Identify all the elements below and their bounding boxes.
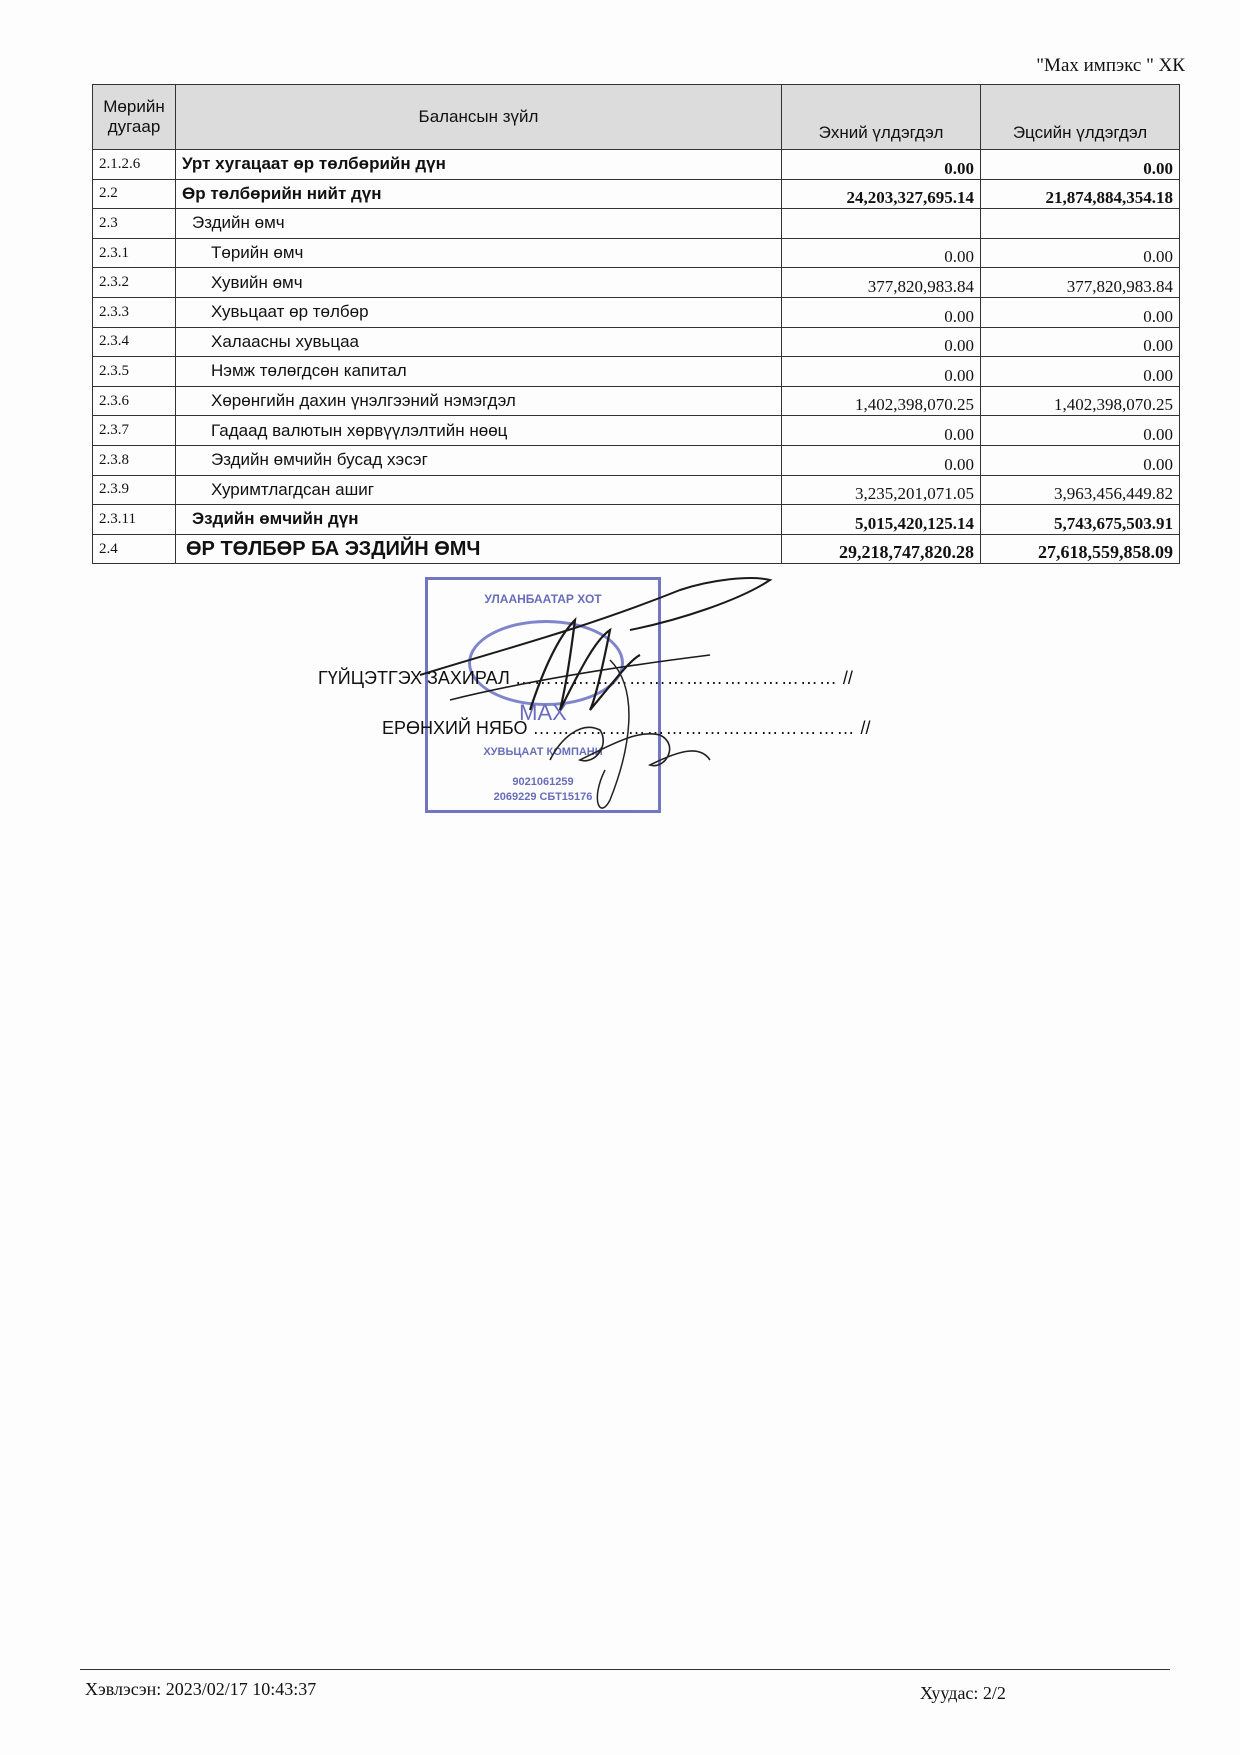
signature-dots: …………………………………………… [514,668,838,688]
balance-table [92,84,1180,564]
row-name: Хөрөнгийн дахин үнэлгээний нэмэгдэл [176,386,782,416]
row-name: Гадаад валютын хөрвүүлэлтийн нөөц [176,416,782,446]
header-closing-balance: Эцсийн үлдэгдэл [981,85,1180,150]
footer-divider [80,1669,1170,1670]
row-closing: 27,618,559,858.09 [981,534,1180,564]
header-balance-item: Балансын зүйл [176,85,782,150]
table-row [93,297,1180,327]
page-number: Хуудас: 2/2 [920,1683,1006,1703]
row-number: 2.3.2 [93,268,176,298]
row-opening: 0.00 [782,445,981,475]
row-opening: 3,235,201,071.05 [782,475,981,505]
table-row [93,179,1180,209]
company-name: "Мах импэкс " ХК [1036,55,1185,76]
handwritten-signature-icon [380,560,800,830]
row-closing: 0.00 [981,238,1180,268]
table-row [93,416,1180,446]
table-row [93,475,1180,505]
printed-timestamp: Хэвлэсэн: 2023/02/17 10:43:37 [85,1679,317,1699]
row-closing: 0.00 [981,327,1180,357]
row-number: 2.3.9 [93,475,176,505]
row-opening: 0.00 [782,238,981,268]
stamp-city: УЛААНБААТАР ХОТ [484,592,602,606]
row-opening: 1,402,398,070.25 [782,386,981,416]
table-header-row [93,85,1180,150]
stamp-type: ХУВЬЦААТ КОМПАНИ [483,746,603,758]
row-closing: 0.00 [981,297,1180,327]
row-name: Урт хугацаат өр төлбөрийн дүн [176,150,782,180]
row-opening: 377,820,983.84 [782,268,981,298]
table-row [93,357,1180,387]
row-opening [782,209,981,239]
row-number: 2.3.7 [93,416,176,446]
row-number: 2.3.4 [93,327,176,357]
row-name: Нэмж төлөгдсөн капитал [176,357,782,387]
table-row [93,150,1180,180]
row-closing: 21,874,884,354.18 [981,179,1180,209]
row-name: Халаасны хувьцаа [176,327,782,357]
header-row-number: Мөрийн дугаар [93,85,176,150]
row-name: Эздийн өмч [176,209,782,239]
row-number: 2.3 [93,209,176,239]
row-closing: 377,820,983.84 [981,268,1180,298]
stamp-cert: 2069229 СБТ15176 [493,791,593,803]
row-closing: 0.00 [981,357,1180,387]
row-opening: 0.00 [782,150,981,180]
stamp-name: МАХ [519,700,567,725]
row-name: Хувьцаат өр төлбөр [176,297,782,327]
director-label: ГҮЙЦЭТГЭХ ЗАХИРАЛ [318,668,510,688]
row-opening: 0.00 [782,327,981,357]
table-row [93,209,1180,239]
row-closing: 0.00 [981,150,1180,180]
signature-dots: …………………………………………… [532,718,856,738]
row-name: Эздийн өмчийн бусад хэсэг [176,445,782,475]
row-name: Эздийн өмчийн дүн [176,505,782,535]
row-closing: 5,743,675,503.91 [981,505,1180,535]
row-number: 2.1.2.6 [93,150,176,180]
row-name: Өр төлбөрийн нийт дүн [176,179,782,209]
row-closing: 0.00 [981,416,1180,446]
row-closing: 3,963,456,449.82 [981,475,1180,505]
row-closing: 1,402,398,070.25 [981,386,1180,416]
header-opening-balance: Эхний үлдэгдэл [782,85,981,150]
table-row [93,268,1180,298]
accountant-label: ЕРӨНХИЙ НЯБО [382,718,528,738]
row-number: 2.4 [93,534,176,564]
row-opening: 5,015,420,125.14 [782,505,981,535]
row-number: 2.3.8 [93,445,176,475]
row-number: 2.2 [93,179,176,209]
table-row [93,445,1180,475]
row-number: 2.3.5 [93,357,176,387]
row-name: Хуримтлагдсан ашиг [176,475,782,505]
table-row [93,327,1180,357]
signature-slashes: // [860,718,871,738]
row-closing: 0.00 [981,445,1180,475]
row-name: Төрийн өмч [176,238,782,268]
row-name: ӨР ТӨЛБӨР БА ЭЗДИЙН ӨМЧ [176,534,782,564]
table-row [93,386,1180,416]
row-number: 2.3.6 [93,386,176,416]
row-opening: 24,203,327,695.14 [782,179,981,209]
row-name: Хувийн өмч [176,268,782,298]
row-number: 2.3.1 [93,238,176,268]
row-opening: 29,218,747,820.28 [782,534,981,564]
row-number: 2.3.3 [93,297,176,327]
row-opening: 0.00 [782,357,981,387]
row-opening: 0.00 [782,416,981,446]
row-number: 2.3.11 [93,505,176,535]
row-opening: 0.00 [782,297,981,327]
table-row [93,238,1180,268]
table-row [93,505,1180,535]
stamp-reg: 9021061259 [512,776,574,788]
row-closing [981,209,1180,239]
signature-slashes: // [842,668,853,688]
